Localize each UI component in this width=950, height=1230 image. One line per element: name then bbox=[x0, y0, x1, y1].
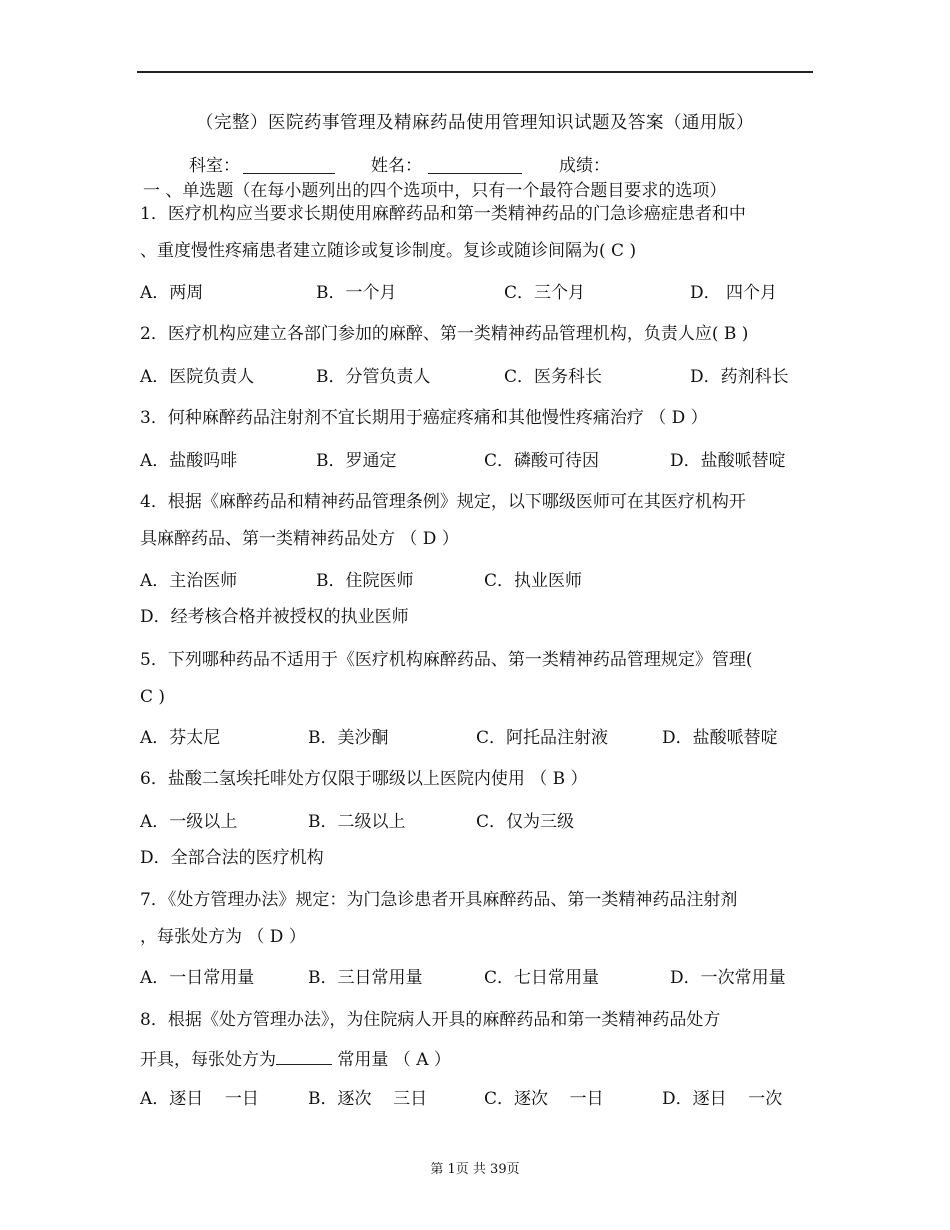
name-label: 姓名： bbox=[371, 156, 422, 176]
q2-option-b: B．分管负责人 bbox=[316, 367, 431, 387]
question-4-line-1: 4．根据《麻醉药品和精神药品管理条例》规定，以下哪级医师可在其医疗机构开 bbox=[140, 492, 746, 512]
dept-blank bbox=[243, 155, 335, 180]
q3-option-d: D．盐酸哌替啶 bbox=[670, 451, 786, 471]
q2-option-c: C．医务科长 bbox=[504, 367, 603, 387]
q7-option-a: A．一日常用量 bbox=[140, 968, 255, 988]
q3-option-a: A．盐酸吗啡 bbox=[140, 451, 238, 471]
answer-blank bbox=[276, 1046, 332, 1065]
q5-option-a: A．芬太尼 bbox=[140, 728, 221, 748]
question-6-line-1: 6．盐酸二氢埃托啡处方仅限于哪级以上医院内使用 （ B ） bbox=[140, 769, 588, 789]
question-1-line-2: 、重度慢性疼痛患者建立随诊或复诊制度。复诊或随诊间隔为( C ) bbox=[140, 241, 637, 261]
q1-option-b: B．一个月 bbox=[316, 283, 397, 303]
q1-option-c: C．三个月 bbox=[504, 283, 586, 303]
q2-option-a: A．医院负责人 bbox=[140, 367, 255, 387]
q3-option-b: B．罗通定 bbox=[316, 451, 397, 471]
question-3-line-1: 3．何种麻醉药品注射剂不宜长期用于癌症疼痛和其他慢性疼痛治疗 （ D ） bbox=[140, 408, 708, 428]
q6-option-b: B．二级以上 bbox=[308, 812, 406, 832]
question-1-line-1: 1．医疗机构应当要求长期使用麻醉药品和第一类精神药品的门急诊癌症患者和中 bbox=[140, 204, 746, 224]
q4-option-d: D．经考核合格并被授权的执业医师 bbox=[140, 607, 409, 627]
q7-option-c: C．七日常用量 bbox=[484, 968, 600, 988]
q8-option-d: D．逐日 一次 bbox=[662, 1089, 783, 1109]
question-5-line-1: 5．下列哪种药品不适用于《医疗机构麻醉药品、第一类精神药品管理规定》管理( bbox=[140, 650, 753, 670]
dept-label: 科室： bbox=[189, 156, 240, 176]
q8-option-c: C．逐次 一日 bbox=[484, 1089, 604, 1109]
document-title: （完整）医院药事管理及精麻药品使用管理知识试题及答案（通用版） bbox=[196, 113, 754, 133]
q1-option-a: A．两周 bbox=[140, 283, 204, 303]
question-8-line-2-start: 开具，每张处方为 bbox=[140, 1050, 276, 1070]
question-5-line-2: C ) bbox=[140, 687, 166, 707]
question-8-line-2-end: 常用量 （ A ） bbox=[332, 1050, 451, 1070]
q4-option-a: A．主治医师 bbox=[140, 571, 238, 591]
q8-option-a: A．逐日 一日 bbox=[140, 1089, 259, 1109]
q5-option-b: B．美沙酮 bbox=[308, 728, 389, 748]
question-7-line-2: ，每张处方为 （ D ） bbox=[140, 927, 306, 947]
q4-option-b: B．住院医师 bbox=[316, 571, 414, 591]
header-rule bbox=[137, 71, 813, 73]
q4-option-c: C．执业医师 bbox=[484, 571, 583, 591]
q2-option-d: D．药剂科长 bbox=[690, 367, 789, 387]
q6-option-d: D．全部合法的医疗机构 bbox=[140, 848, 324, 868]
page-footer: 第 1页 共 39页 bbox=[430, 1162, 520, 1177]
question-8-line-2 bbox=[140, 1046, 451, 1071]
q1-option-d: D． 四个月 bbox=[690, 283, 778, 303]
question-7-line-1: 7．《处方管理办法》规定：为门急诊患者开具麻醉药品、第一类精神药品注射剂 bbox=[140, 890, 738, 910]
q7-option-d: D．一次常用量 bbox=[670, 968, 786, 988]
q6-option-a: A．一级以上 bbox=[140, 812, 238, 832]
section-heading: 一 、单选题（在每小题列出的四个选项中，只有一个最符合题目要求的选项） bbox=[143, 181, 727, 201]
question-8-line-1: 8．根据《处方管理办法》，为住院病人开具的麻醉药品和第一类精神药品处方 bbox=[140, 1010, 721, 1030]
name-blank bbox=[428, 155, 522, 180]
q6-option-c: C．仅为三级 bbox=[476, 812, 575, 832]
q5-option-c: C．阿托品注射液 bbox=[476, 728, 609, 748]
score-label: 成绩： bbox=[559, 156, 610, 176]
q7-option-b: B．三日常用量 bbox=[308, 968, 423, 988]
q8-option-b: B．逐次 三日 bbox=[308, 1089, 428, 1109]
question-2-line-1: 2．医疗机构应建立各部门参加的麻醉、第一类精神药品管理机构，负责人应( B ) bbox=[140, 324, 749, 344]
q5-option-d: D．盐酸哌替啶 bbox=[662, 728, 778, 748]
question-4-line-2: 具麻醉药品、第一类精神药品处方 （ D ） bbox=[140, 529, 459, 549]
q3-option-c: C．磷酸可待因 bbox=[484, 451, 600, 471]
